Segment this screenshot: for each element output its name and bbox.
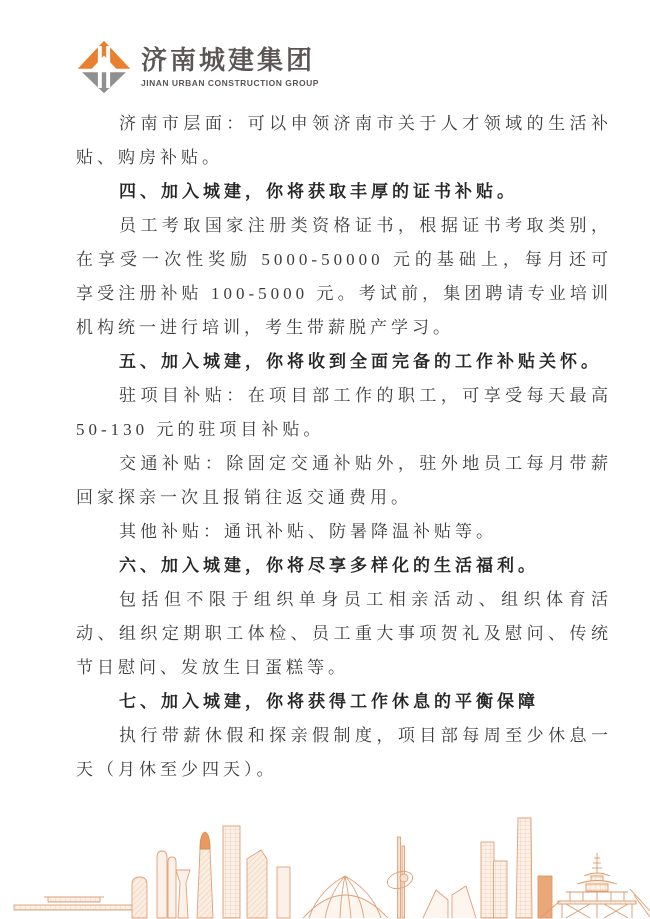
city-skyline-illustration (0, 789, 650, 919)
company-name-cn: 济南城建集团 (141, 45, 316, 75)
company-logo-text (141, 38, 319, 88)
body-paragraph: 其他补贴：通讯补贴、防暑降温补贴等。 (119, 522, 497, 541)
section-heading: 五、加入城建，你将收到全面完备的工作补贴关怀。 (119, 352, 602, 371)
body-paragraph: 驻项目补贴：在项目部工作的职工，可享受每天最高 50-130 元的驻项目补贴。 (76, 386, 612, 439)
company-logo (76, 38, 319, 96)
section-heading: 七、加入城建，你将获得工作休息的平衡保障 (119, 692, 539, 711)
body-paragraph: 交通补贴：除固定交通补贴外，驻外地员工每月带薪回家探亲一次且报销往返交通费用。 (76, 454, 612, 507)
body-paragraph: 包括但不限于组织单身员工相亲活动、组织体育活动、组织定期职工体检、员工重大事项贺礼及慰问、传统节日慰问、发放生日蛋糕等。 (76, 590, 612, 677)
body-paragraph: 济南市层面：可以申领济南市关于人才领域的生活补贴、购房补贴。 (76, 114, 612, 167)
section-heading: 六、加入城建，你将尽享多样化的生活福利。 (119, 556, 539, 575)
document-content (76, 107, 612, 787)
body-paragraph: 执行带薪休假和探亲假制度，项目部每周至少休息一天（月休至少四天）。 (76, 726, 612, 779)
section-heading: 四、加入城建，你将获取丰厚的证书补贴。 (119, 182, 518, 201)
company-logo-mark-icon (76, 38, 132, 96)
company-name-en: JINAN URBAN CONSTRUCTION GROUP (141, 77, 319, 88)
body-paragraph: 员工考取国家注册类资格证书，根据证书考取类别，在享受一次性奖励 5000-50000 元的基础上，每月还可享受注册补贴 100-5000 元。考试前，集团聘请专业培训机构统一进行培训，考生带薪脱产学习。 (76, 216, 612, 337)
